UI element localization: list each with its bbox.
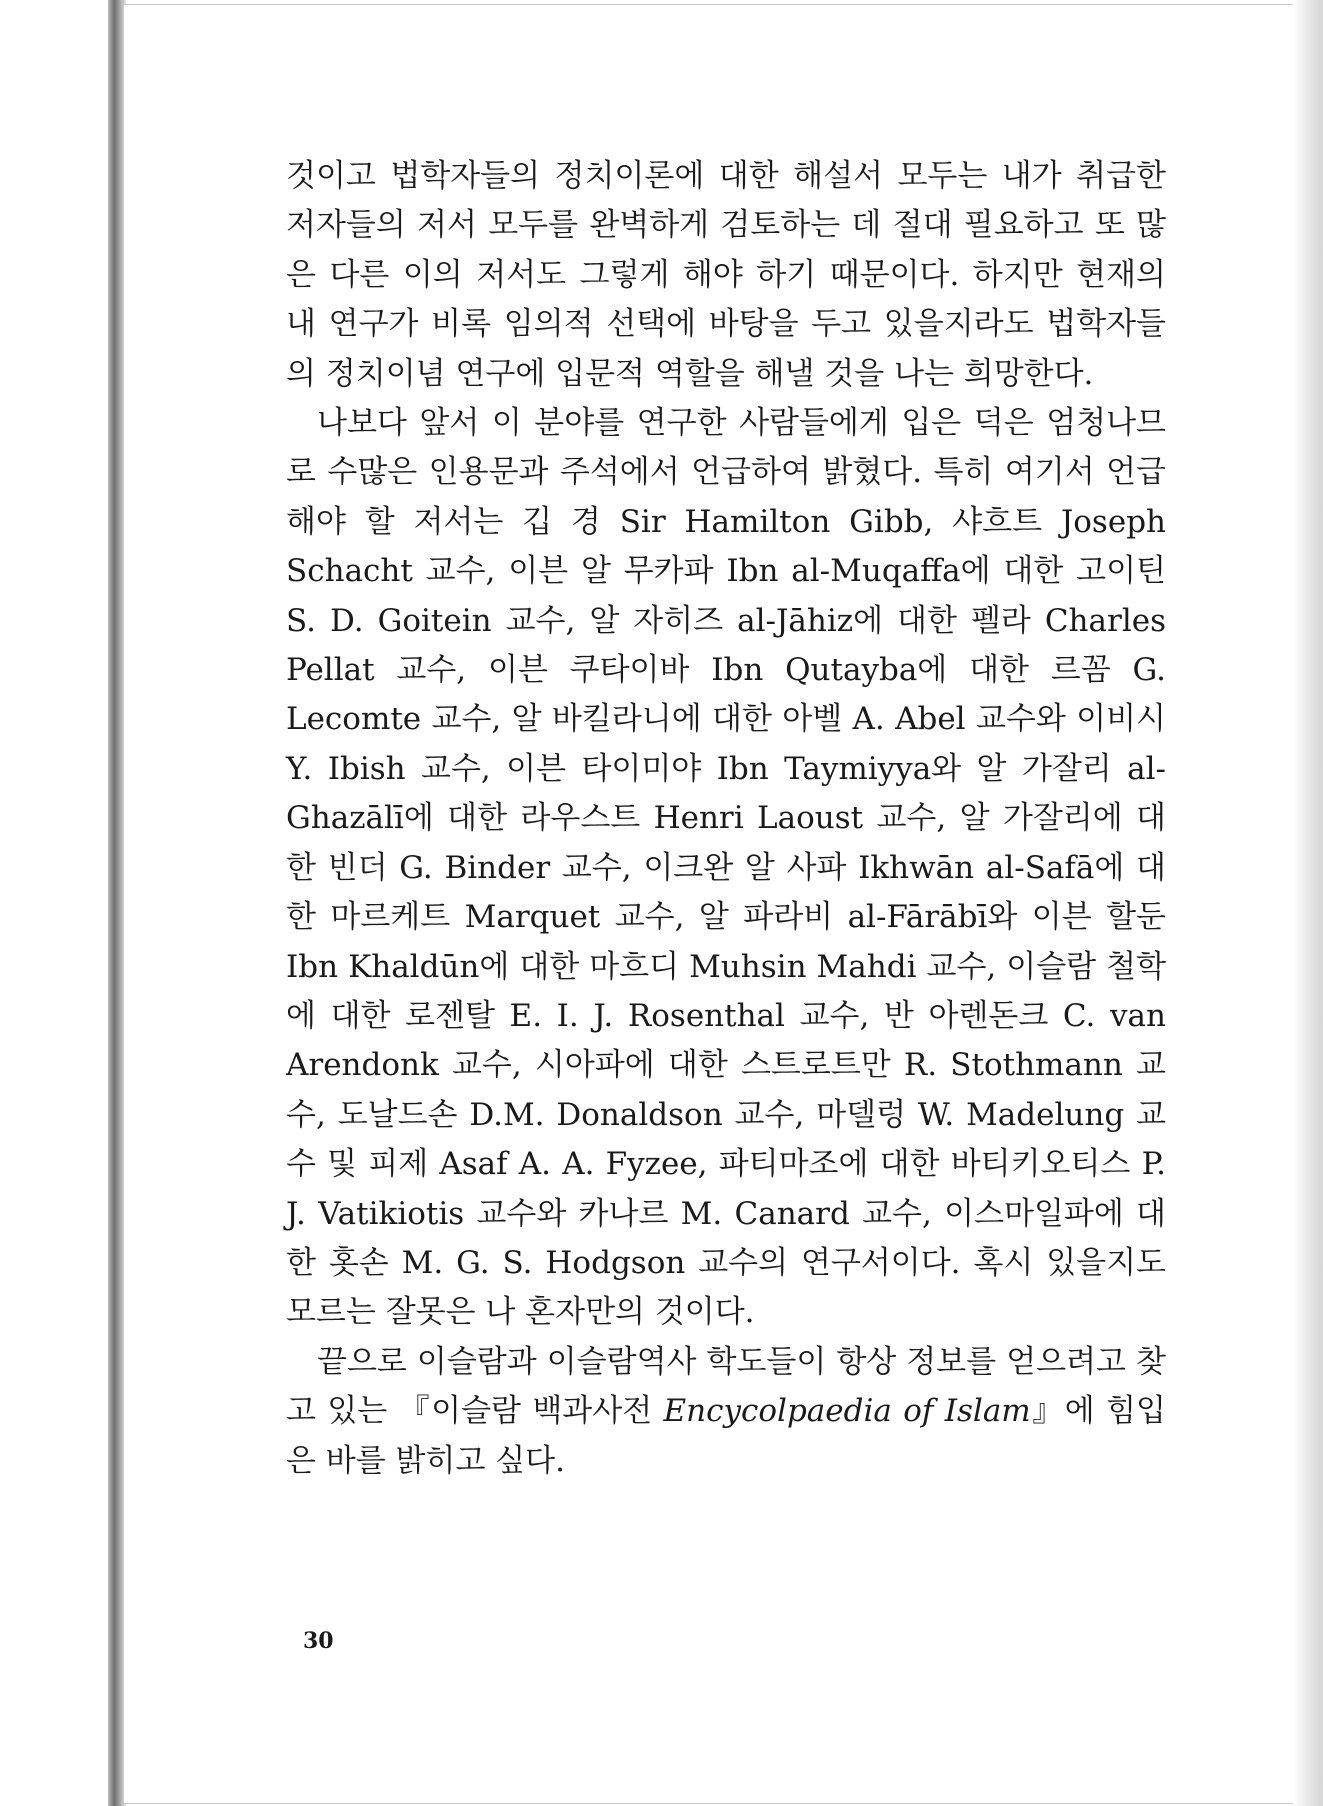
paragraph-2: 나보다 앞서 이 분야를 연구한 사람들에게 입은 덕은 엄청나므로 수많은 인용문과 주석에서 언급하여 밝혔다. 특히 여기서 언급해야 할 저서는 깁 경 Sir Hamilton Gibb, 샤흐트 Joseph Schacht 교수, 이븐 알 무카파 Ibn al-Muqaffa에 대한 고이틴 S. D. Goitein 교수, 알 자히즈 al-Jāhiz에 대한 펠라 Charles Pellat 교수, 이븐 쿠타이바 Ibn Qutayba에 대한 르꼼 G. Lecomte 교수, 알 바킬라니에 대한 아벨 A. Abel 교수와 이비시 Y. Ibish 교수, 이븐 타이미야 Ibn Taymiyya와 알 가잘리 al-Ghazālī에 대한 라우스트 Henri Laoust 교수, 알 가잘리에 대한 빈더 G. Binder 교수, 이크완 알 사파 Ikhwān al-Safā에 대한 마르케트 Marquet 교수, 알 파라비 al-Fārābī와 이븐 할둔 Ibn Khaldūn에 대한 마흐디 Muhsin Mahdi 교수, 이슬람 철학에 대한 로젠탈 E. I. J. Rosenthal 교수, 반 아렌돈크 C. van Arendonk 교수, 시아파에 대한 스트로트만 R. Stothmann 교수, 도날드손 D.M. Donaldson 교수, 마델렁 W. Madelung 교수 및 피제 Asaf A. A. Fyzee, 파티마조에 대한 바티키오티스 P. J. Vatikiotis 교수와 카나르 M. Canard 교수, 이스마일파에 대한 홋손 M. G. S. Hodgson 교수의 연구서이다. 혹시 있을지도 모르는 잘못은 나 혼자만의 것이다.: [286, 405, 1166, 1331]
page-edge-shadow: [1293, 0, 1323, 1806]
encyclopaedia-title: Encycolpaedia of Islam: [663, 1393, 1031, 1430]
paragraph-3-start: 끝으로 이슬람과 이슬람역사 학도들이 항상 정보를 얻으려고 찾고 있는 『이슬람 백과사전: [286, 1343, 1166, 1430]
page-number: 30: [303, 1628, 334, 1654]
paragraph-1: 것이고 법학자들의 정치이론에 대한 해설서 모두는 내가 취급한 저자들의 저서 모두를 완벽하게 검토하는 데 절대 필요하고 또 많은 다른 이의 저서도 그렇게 해야 하기 때문이다. 하지만 현재의 내 연구가 비록 임의적 선택에 바탕을 두고 있을지라도 법학자들의 정치이념 연구에 입문적 역할을 해낼 것을 나는 희망한다.: [286, 158, 1166, 392]
body-text: [286, 152, 1166, 1486]
paragraph-3-end: 』에 힘입은 바를 밝히고 싶다.: [286, 1393, 1166, 1479]
paragraph-3: [286, 1338, 1166, 1486]
